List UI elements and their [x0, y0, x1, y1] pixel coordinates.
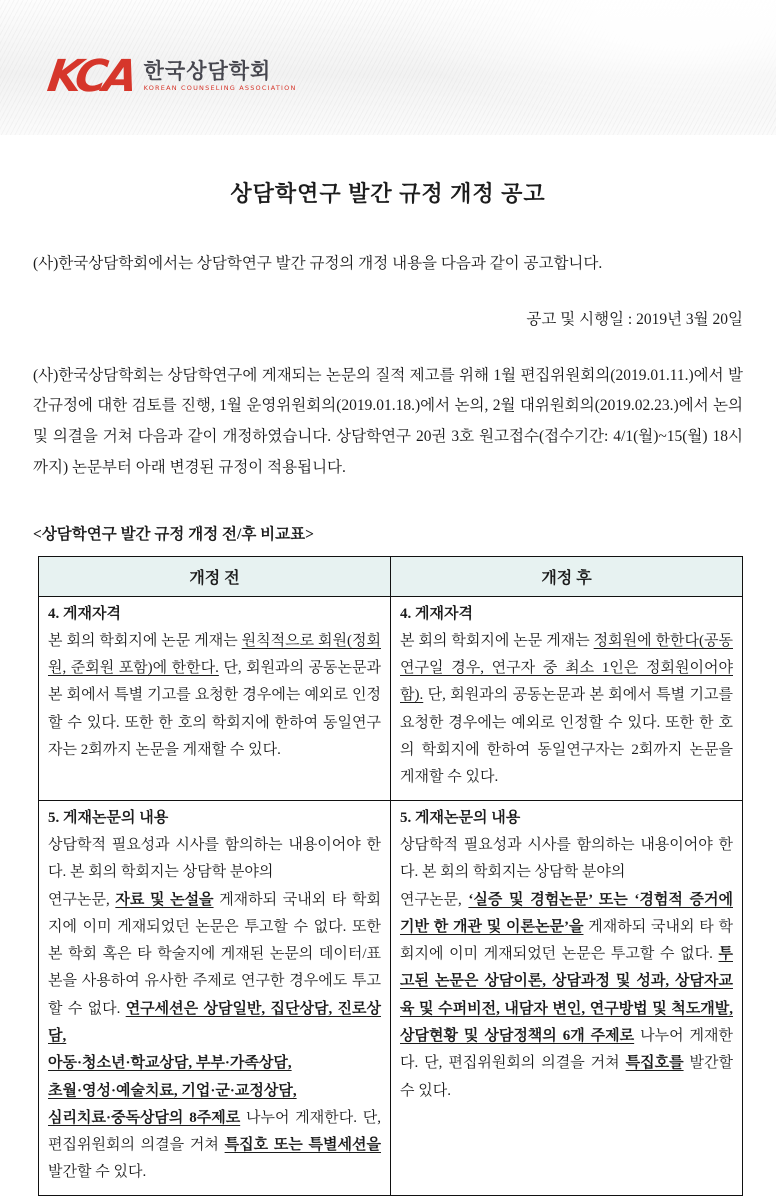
section-body: 본 회의 학회지에 논문 게재는 정회원에 한한다(공동연구일 경우, 연구자 중 최소 1인은 정회원이어야 함). 단, 회원과의 공동논문과 본 회에서 특별 기고를 요청한 경우에는 예외로 인정할 수 있다. 또한 한 호의 학회지에 한하여 동일연구자는 2회까지 논문을 게재할 수 있다.	[400, 632, 733, 786]
cell-after-eligibility	[391, 596, 743, 800]
section-heading: 4. 게재자격	[400, 605, 473, 622]
table-header-row	[39, 556, 743, 596]
section-body: 본 회의 학회지에 논문 게재는 원칙적으로 회원(정회원, 준회원 포함)에 한한다. 단, 회원과의 공동논문과 본 회에서 특별 기고를 요청한 경우에는 예외로 인정할 수 있다. 또한 한 호의 학회지에 한하여 동일연구자는 2회까지 논문을 게재할 수 있다.	[48, 632, 381, 759]
cell-after-content	[391, 800, 743, 1195]
table-caption: <상담학연구 발간 규정 개정 전/후 비교표>	[33, 525, 314, 543]
cell-before-eligibility	[39, 596, 391, 800]
document-content	[0, 177, 776, 1196]
section-body: 상담학적 필요성과 시사를 함의하는 내용이어야 한다. 본 회의 학회지는 상담학 분야의 연구논문, 자료 및 논설을 게재하되 국내외 타 학회지에 이미 게재되었던 논문은 투고할 수 없다. 또한 본 학회 혹은 타 학술지에 게재된 논문의 데이터/표본을 사용하여 유사한 주제로 연구한 경우에도 투고할 수 없다. 연구세션은 상담일반, 집단상담, 진로상담, 아동·청소년·학교상담, 부부·가족상담, 초월·영성·예술치료, 기업·군·교정상담, 심리치료·중독상담의 8주제로 나누어 게재한다. 단, 편집위원회의 의결을 거쳐 특집호 또는 특별세션을 발간할 수 있다.	[48, 836, 381, 1181]
section-heading: 5. 게재논문의 내용	[48, 809, 169, 826]
cell-before-content	[39, 800, 391, 1195]
comparison-table	[38, 556, 743, 1196]
table-row-content	[39, 800, 743, 1195]
column-header-after: 개정 후	[391, 556, 743, 596]
kca-logo	[44, 50, 297, 102]
section-heading: 4. 게재자격	[48, 605, 121, 622]
column-header-before: 개정 전	[39, 556, 391, 596]
table-row-eligibility	[39, 596, 743, 800]
effective-date-line: 공고 및 시행일 : 2019년 3월 20일	[526, 310, 743, 328]
org-name-korean: 한국상담학회	[143, 59, 272, 84]
org-name-english: KOREAN COUNSELING ASSOCIATION	[143, 84, 297, 93]
intro-paragraph: (사)한국상담학회에서는 상담학연구 발간 규정의 개정 내용을 다음과 같이 공고합니다.	[33, 255, 603, 272]
body-paragraph: (사)한국상담학회는 상담학연구에 게재되는 논문의 질적 제고를 위해 1월 편집위원회의(2019.01.11.)에서 발간규정에 대한 검토를 진행, 1월 운영위원회의(2019.01.18.)에서 논의, 2월 대위원회의(2019.02.23.)에서 논의 및 의결을 거쳐 다음과 같이 개정하였습니다. 상담학연구 20권 3호 원고접수(접수기간: 4/1(월)~15(월) 18시까지) 논문부터 아래 변경된 규정이 적용됩니다.	[33, 366, 743, 476]
header-banner	[0, 0, 776, 135]
logo-text-block	[144, 60, 297, 92]
page-title: 상담학연구 발간 규정 개정 공고	[230, 181, 546, 206]
section-heading: 5. 게재논문의 내용	[400, 809, 521, 826]
section-body: 상담학적 필요성과 시사를 함의하는 내용이어야 한다. 본 회의 학회지는 상담학 분야의 연구논문, ‘실증 및 경험논문’ 또는 ‘경험적 증거에 기반 한 개관 및 이론논문’을 게재하되 국내외 타 학회지에 이미 게재되었던 논문은 투고할 수 없다. 투고된 논문은 상담이론, 상담과정 및 성과, 상담자교육 및 수퍼비전, 내담자 변인, 연구방법 및 척도개발, 상담현황 및 상담정책의 6개 주제로 나누어 게재한다. 단, 편집위원회의 의결을 거쳐 특집호를 발간할 수 있다.	[400, 836, 733, 1099]
kca-logo-mark: KCA	[44, 50, 138, 102]
